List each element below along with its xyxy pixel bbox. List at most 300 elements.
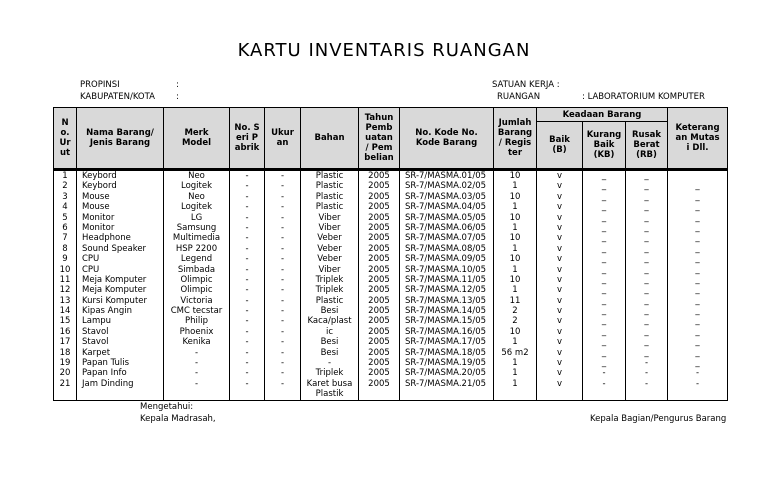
table-row	[54, 296, 728, 306]
col-header-rusak: Rusak Berat (RB)	[626, 122, 668, 170]
cell-seri: -	[230, 275, 265, 285]
cell-merk	[164, 389, 230, 400]
cell-ukuran: -	[265, 368, 301, 378]
cell-jumlah: 1	[494, 379, 537, 389]
cell-tahun: 2005	[359, 316, 400, 326]
cell-tahun: 2005	[359, 368, 400, 378]
cell-rusak: _	[626, 306, 668, 316]
table-row	[54, 306, 728, 316]
cell-jumlah: 10	[494, 233, 537, 243]
cell-rusak: _	[626, 296, 668, 306]
kabupaten-label: KABUPATEN/KOTA	[80, 92, 155, 102]
cell-kurang: -	[583, 368, 626, 378]
cell-ukuran	[265, 389, 301, 400]
table-row	[54, 202, 728, 212]
cell-bahan: Karet busa	[301, 379, 359, 389]
cell-kode: SR-7/MASMA.05/05	[400, 213, 494, 223]
cell-baik: v	[537, 223, 583, 233]
cell-kurang	[583, 389, 626, 400]
cell-jumlah: 10	[494, 327, 537, 337]
cell-ket: _	[668, 285, 728, 295]
cell-merk: Multimedia	[164, 233, 230, 243]
cell-nama	[77, 389, 164, 400]
cell-kode: SR-7/MASMA.11/05	[400, 275, 494, 285]
cell-ket: _	[668, 223, 728, 233]
cell-kode: SR-7/MASMA.15/05	[400, 316, 494, 326]
cell-kurang: _	[583, 265, 626, 275]
cell-kurang: _	[583, 202, 626, 212]
cell-kode: SR-7/MASMA.21/05	[400, 379, 494, 389]
cell-nama: Kursi Komputer	[77, 296, 164, 306]
cell-tahun: 2005	[359, 379, 400, 389]
cell-kode: SR-7/MASMA.04/05	[400, 202, 494, 212]
cell-merk: Samsung	[164, 223, 230, 233]
cell-rusak: _	[626, 254, 668, 264]
cell-baik: v	[537, 170, 583, 182]
cell-bahan: Viber	[301, 223, 359, 233]
cell-merk: Phoenix	[164, 327, 230, 337]
cell-bahan: Besi	[301, 337, 359, 347]
cell-ukuran: -	[265, 327, 301, 337]
cell-jumlah: 10	[494, 170, 537, 182]
cell-kode: SR-7/MASMA.07/05	[400, 233, 494, 243]
cell-baik: v	[537, 368, 583, 378]
col-header-ukuran: Ukuran	[265, 108, 301, 170]
cell-merk: Olimpic	[164, 275, 230, 285]
cell-seri: -	[230, 337, 265, 347]
cell-bahan: Viber	[301, 213, 359, 223]
cell-ket	[668, 389, 728, 400]
cell-baik: v	[537, 275, 583, 285]
table-row	[54, 233, 728, 243]
cell-ukuran: -	[265, 233, 301, 243]
cell-rusak: _	[626, 327, 668, 337]
cell-bahan: Kaca/plast	[301, 316, 359, 326]
cell-no: 2	[54, 181, 77, 191]
cell-seri: -	[230, 368, 265, 378]
cell-kode: SR-7/MASMA.01/05	[400, 170, 494, 182]
cell-merk: Kenika	[164, 337, 230, 347]
table-row	[54, 389, 728, 400]
cell-no: 20	[54, 368, 77, 378]
cell-ukuran: -	[265, 192, 301, 202]
cell-seri: -	[230, 265, 265, 275]
cell-merk: Logitek	[164, 202, 230, 212]
cell-no: 9	[54, 254, 77, 264]
cell-merk: -	[164, 379, 230, 389]
cell-tahun: 2005	[359, 254, 400, 264]
cell-merk: Neo	[164, 170, 230, 182]
cell-ket: _	[668, 213, 728, 223]
cell-ukuran: -	[265, 254, 301, 264]
cell-merk: -	[164, 358, 230, 368]
cell-no: 11	[54, 275, 77, 285]
cell-tahun	[359, 389, 400, 400]
cell-rusak: _	[626, 233, 668, 243]
cell-tahun: 2005	[359, 265, 400, 275]
table-row	[54, 285, 728, 295]
cell-seri: -	[230, 223, 265, 233]
cell-kode: SR-7/MASMA.12/05	[400, 285, 494, 295]
cell-jumlah: 1	[494, 223, 537, 233]
cell-kode: SR-7/MASMA.20/05	[400, 368, 494, 378]
cell-ukuran: -	[265, 379, 301, 389]
cell-kode: SR-7/MASMA.02/05	[400, 181, 494, 191]
cell-ukuran: -	[265, 275, 301, 285]
cell-merk: CMC tecstar	[164, 306, 230, 316]
cell-ukuran: -	[265, 202, 301, 212]
cell-merk: -	[164, 348, 230, 358]
table-row	[54, 254, 728, 264]
cell-seri: -	[230, 306, 265, 316]
col-header-bahan: Bahan	[301, 108, 359, 170]
cell-seri: -	[230, 316, 265, 326]
cell-no: 17	[54, 337, 77, 347]
cell-bahan: Triplek	[301, 285, 359, 295]
cell-tahun: 2005	[359, 296, 400, 306]
cell-nama: Karpet	[77, 348, 164, 358]
cell-nama: Stavol	[77, 337, 164, 347]
cell-kurang: _	[583, 316, 626, 326]
cell-kurang: _	[583, 306, 626, 316]
cell-nama: CPU	[77, 265, 164, 275]
cell-merk: Logitek	[164, 181, 230, 191]
cell-kode: SR-7/MASMA.06/05	[400, 223, 494, 233]
cell-bahan: Plastic	[301, 202, 359, 212]
cell-ket: -	[668, 379, 728, 389]
cell-nama: Monitor	[77, 223, 164, 233]
cell-baik: v	[537, 348, 583, 358]
table-row	[54, 327, 728, 337]
cell-ukuran: -	[265, 285, 301, 295]
cell-tahun: 2005	[359, 213, 400, 223]
cell-ket: _	[668, 327, 728, 337]
cell-seri: -	[230, 202, 265, 212]
cell-ket: _	[668, 316, 728, 326]
table-row	[54, 368, 728, 378]
cell-jumlah: 10	[494, 275, 537, 285]
cell-ket: _	[668, 192, 728, 202]
cell-baik: v	[537, 296, 583, 306]
mengetahui-label: Mengetahui:	[140, 402, 194, 412]
cell-kurang: _	[583, 170, 626, 182]
cell-tahun: 2005	[359, 192, 400, 202]
cell-ukuran: -	[265, 181, 301, 191]
cell-merk: Victoria	[164, 296, 230, 306]
table-row	[54, 265, 728, 275]
cell-kurang: -	[583, 379, 626, 389]
cell-bahan: -	[301, 358, 359, 368]
cell-kode: SR-7/MASMA.19/05	[400, 358, 494, 368]
cell-tahun: 2005	[359, 348, 400, 358]
cell-kurang: _	[583, 254, 626, 264]
cell-nama: Kipas Angin	[77, 306, 164, 316]
kepala-bagian-label: Kepala Bagian/Pengurus Barang	[590, 414, 727, 424]
cell-kode: SR-7/MASMA.08/05	[400, 244, 494, 254]
cell-tahun: 2005	[359, 202, 400, 212]
cell-baik	[537, 389, 583, 400]
cell-baik: v	[537, 337, 583, 347]
cell-kode: SR-7/MASMA.10/05	[400, 265, 494, 275]
cell-rusak: -	[626, 368, 668, 378]
col-header-merk: Merk Model	[164, 108, 230, 170]
cell-jumlah: 1	[494, 285, 537, 295]
cell-seri: -	[230, 296, 265, 306]
cell-jumlah: 11	[494, 296, 537, 306]
cell-baik: v	[537, 181, 583, 191]
cell-tahun: 2005	[359, 306, 400, 316]
cell-seri: -	[230, 244, 265, 254]
cell-nama: Mouse	[77, 192, 164, 202]
cell-nama: Keybord	[77, 181, 164, 191]
cell-jumlah: 1	[494, 337, 537, 347]
cell-nama: Papan Info	[77, 368, 164, 378]
cell-merk: Philip	[164, 316, 230, 326]
cell-baik: v	[537, 316, 583, 326]
cell-ket: _	[668, 202, 728, 212]
table-row	[54, 170, 728, 182]
col-header-jumlah: Jumlah Barang / Register	[494, 108, 537, 170]
cell-tahun: 2005	[359, 275, 400, 285]
cell-nama: Papan Tulis	[77, 358, 164, 368]
page-title: KARTU INVENTARIS RUANGAN	[237, 40, 531, 61]
cell-kurang: _	[583, 275, 626, 285]
cell-tahun: 2005	[359, 244, 400, 254]
cell-jumlah: 10	[494, 192, 537, 202]
cell-ukuran: -	[265, 244, 301, 254]
cell-bahan: Plastic	[301, 296, 359, 306]
cell-kurang: _	[583, 244, 626, 254]
table-row	[54, 337, 728, 347]
cell-ukuran: -	[265, 316, 301, 326]
cell-jumlah	[494, 389, 537, 400]
propinsi-label: PROPINSI	[80, 80, 120, 90]
cell-kurang: _	[583, 233, 626, 243]
cell-no: 21	[54, 379, 77, 389]
cell-merk: Neo	[164, 192, 230, 202]
cell-no: 12	[54, 285, 77, 295]
cell-kode: SR-7/MASMA.03/05	[400, 192, 494, 202]
cell-rusak: _	[626, 316, 668, 326]
cell-no: 6	[54, 223, 77, 233]
cell-rusak: _	[626, 170, 668, 182]
cell-ukuran: -	[265, 337, 301, 347]
table-row	[54, 358, 728, 368]
cell-baik: v	[537, 233, 583, 243]
cell-kode: SR-7/MASMA.18/05	[400, 348, 494, 358]
cell-bahan: Triplek	[301, 368, 359, 378]
cell-rusak: -	[626, 358, 668, 368]
cell-rusak: _	[626, 181, 668, 191]
table-row	[54, 379, 728, 389]
cell-tahun: 2005	[359, 170, 400, 182]
cell-merk: LG	[164, 213, 230, 223]
cell-jumlah: 10	[494, 254, 537, 264]
cell-no: 14	[54, 306, 77, 316]
cell-ket: _	[668, 265, 728, 275]
cell-baik: v	[537, 358, 583, 368]
cell-nama: Monitor	[77, 213, 164, 223]
col-header-keterangan: Keterangan Mutasi Dll.	[668, 108, 728, 170]
cell-seri: -	[230, 348, 265, 358]
cell-bahan: Veber	[301, 254, 359, 264]
cell-bahan: Plastic	[301, 181, 359, 191]
cell-kode	[400, 389, 494, 400]
table-row	[54, 244, 728, 254]
table-row	[54, 316, 728, 326]
cell-jumlah: 1	[494, 358, 537, 368]
cell-seri: -	[230, 379, 265, 389]
cell-nama: Meja Komputer	[77, 285, 164, 295]
cell-no: 15	[54, 316, 77, 326]
cell-ket: _	[668, 233, 728, 243]
cell-bahan: Veber	[301, 244, 359, 254]
col-header-kode: No. Kode No. Kode Barang	[400, 108, 494, 170]
cell-ket: _	[668, 296, 728, 306]
cell-kurang: _	[583, 223, 626, 233]
cell-kurang: _	[583, 348, 626, 358]
kepala-madrasah-label: Kepala Madrasah,	[140, 414, 216, 424]
cell-kurang: _	[583, 181, 626, 191]
cell-rusak: _	[626, 348, 668, 358]
cell-baik: v	[537, 202, 583, 212]
inventory-table	[53, 107, 728, 401]
cell-kurang: _	[583, 285, 626, 295]
cell-ukuran: -	[265, 348, 301, 358]
cell-baik: v	[537, 327, 583, 337]
cell-ket: _	[668, 337, 728, 347]
cell-nama: Jam Dinding	[77, 379, 164, 389]
cell-baik: v	[537, 306, 583, 316]
kabupaten-colon: :	[176, 92, 179, 102]
cell-rusak: _	[626, 192, 668, 202]
cell-bahan: Besi	[301, 306, 359, 316]
cell-no: 13	[54, 296, 77, 306]
cell-ket: _	[668, 244, 728, 254]
col-header-kurang: Kurang Baik (KB)	[583, 122, 626, 170]
cell-no: 1	[54, 170, 77, 182]
cell-kode: SR-7/MASMA.13/05	[400, 296, 494, 306]
cell-baik: v	[537, 192, 583, 202]
cell-ukuran: -	[265, 265, 301, 275]
ruangan-label: RUANGAN	[497, 92, 541, 102]
cell-bahan: Plastic	[301, 192, 359, 202]
cell-rusak: _	[626, 275, 668, 285]
cell-baik: v	[537, 213, 583, 223]
cell-kurang: _	[583, 337, 626, 347]
cell-rusak: _	[626, 202, 668, 212]
cell-bahan: Veber	[301, 233, 359, 243]
cell-bahan: Viber	[301, 265, 359, 275]
cell-tahun: 2005	[359, 233, 400, 243]
cell-bahan: Triplek	[301, 275, 359, 285]
cell-seri: -	[230, 327, 265, 337]
col-header-seri: No. Seri Pabrik	[230, 108, 265, 170]
cell-ukuran: -	[265, 296, 301, 306]
cell-jumlah: 2	[494, 316, 537, 326]
cell-nama: CPU	[77, 254, 164, 264]
table-row	[54, 275, 728, 285]
satuan-kerja-label: SATUAN KERJA :	[492, 80, 560, 90]
col-header-baik: Baik (B)	[537, 122, 583, 170]
cell-jumlah: 56 m2	[494, 348, 537, 358]
cell-ket: _	[668, 306, 728, 316]
cell-baik: v	[537, 265, 583, 275]
cell-tahun: 2005	[359, 358, 400, 368]
cell-tahun: 2005	[359, 327, 400, 337]
cell-kode: SR-7/MASMA.16/05	[400, 327, 494, 337]
cell-seri: -	[230, 233, 265, 243]
cell-no	[54, 389, 77, 400]
cell-baik: v	[537, 379, 583, 389]
cell-kurang: _	[583, 296, 626, 306]
cell-rusak: _	[626, 244, 668, 254]
cell-seri	[230, 389, 265, 400]
cell-seri: -	[230, 181, 265, 191]
cell-nama: Sound Speaker	[77, 244, 164, 254]
cell-jumlah: 1	[494, 265, 537, 275]
cell-rusak	[626, 389, 668, 400]
cell-jumlah: 1	[494, 202, 537, 212]
cell-tahun: 2005	[359, 181, 400, 191]
cell-rusak: _	[626, 265, 668, 275]
cell-ukuran: -	[265, 223, 301, 233]
cell-no: 4	[54, 202, 77, 212]
cell-ket: _	[668, 358, 728, 368]
cell-no: 8	[54, 244, 77, 254]
cell-kurang: _	[583, 213, 626, 223]
cell-no: 7	[54, 233, 77, 243]
cell-merk: HSP 2200	[164, 244, 230, 254]
cell-jumlah: 1	[494, 181, 537, 191]
col-header-nama: Nama Barang/ Jenis Barang	[77, 108, 164, 170]
cell-bahan: Plastic	[301, 170, 359, 182]
cell-no: 3	[54, 192, 77, 202]
cell-ket: _	[668, 181, 728, 191]
table-row	[54, 192, 728, 202]
table-row	[54, 181, 728, 191]
cell-kurang: _	[583, 192, 626, 202]
col-header-keadaan: Keadaan Barang	[537, 108, 668, 122]
cell-kode: SR-7/MASMA.09/05	[400, 254, 494, 264]
cell-bahan: Plastik	[301, 389, 359, 400]
cell-jumlah: 10	[494, 213, 537, 223]
cell-baik: v	[537, 254, 583, 264]
cell-rusak: _	[626, 223, 668, 233]
cell-nama: Headphone	[77, 233, 164, 243]
cell-nama: Keybord	[77, 170, 164, 182]
cell-no: 19	[54, 358, 77, 368]
col-header-no: No. Urut	[54, 108, 77, 170]
cell-nama: Mouse	[77, 202, 164, 212]
cell-rusak: _	[626, 213, 668, 223]
cell-no: 10	[54, 265, 77, 275]
cell-ukuran: -	[265, 358, 301, 368]
cell-tahun: 2005	[359, 337, 400, 347]
cell-seri: -	[230, 213, 265, 223]
cell-baik: v	[537, 244, 583, 254]
cell-ket: -	[668, 368, 728, 378]
cell-ket: _	[668, 254, 728, 264]
cell-rusak: _	[626, 337, 668, 347]
cell-no: 5	[54, 213, 77, 223]
cell-merk: Legend	[164, 254, 230, 264]
cell-no: 18	[54, 348, 77, 358]
cell-nama: Stavol	[77, 327, 164, 337]
cell-tahun: 2005	[359, 223, 400, 233]
cell-rusak: _	[626, 285, 668, 295]
cell-seri: -	[230, 285, 265, 295]
